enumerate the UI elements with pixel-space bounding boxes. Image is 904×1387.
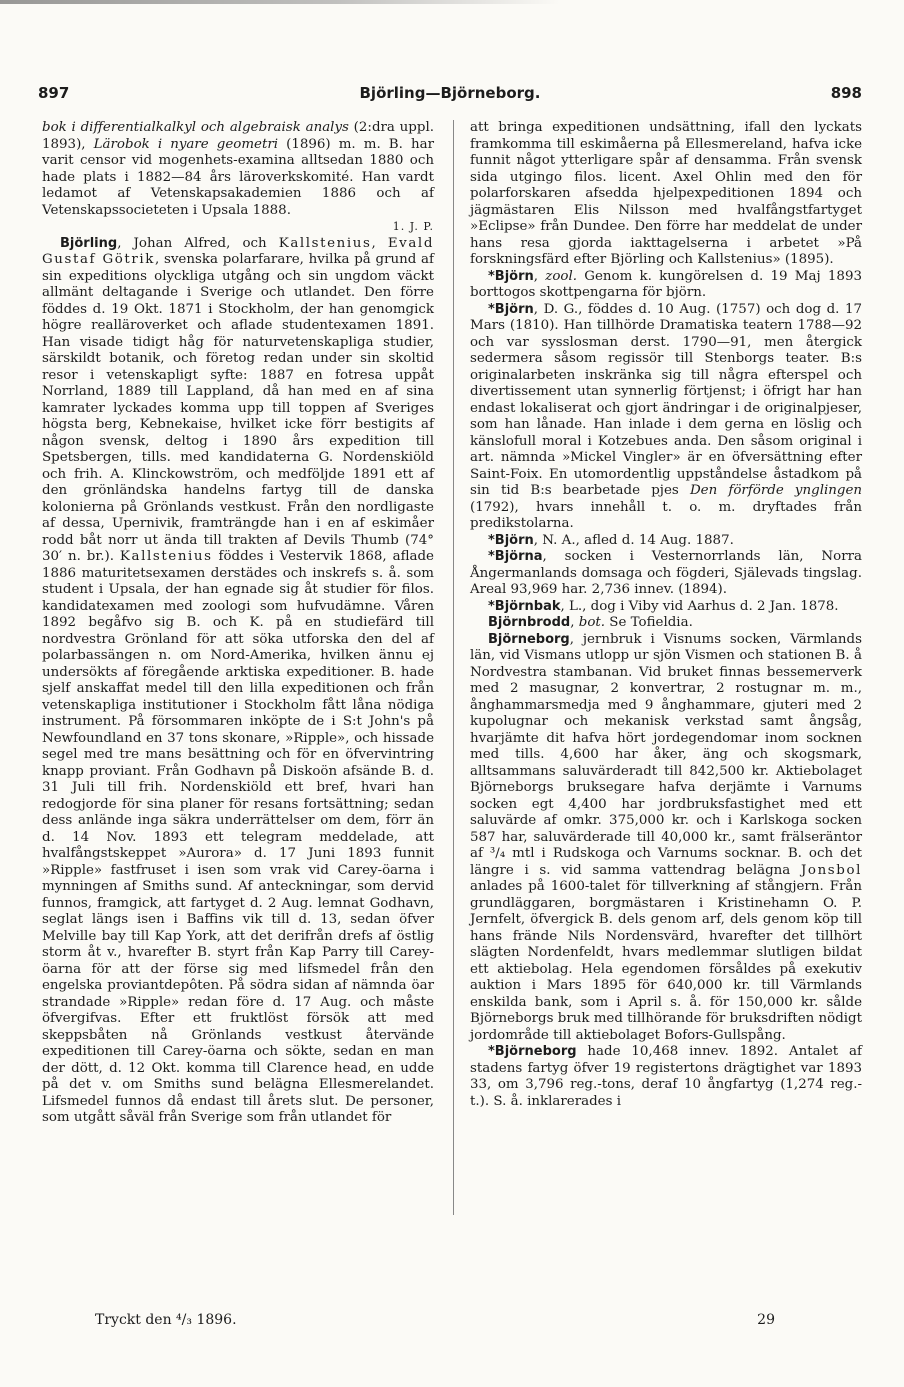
- article-paragraph: [470, 549, 862, 599]
- text-run: Evald Gustaf Götrik: [42, 235, 434, 267]
- entry-headword: Björling: [60, 235, 118, 251]
- left-column: [42, 120, 434, 1127]
- text-run: , L., dog i Viby vid Aarhus d. 2 Jan. 1878.: [560, 598, 839, 614]
- text-run: hade 10,468 innev. 1892. Antalet af stadens fartyg öfver 19 registertons drägtighet var 1893 33, om 3,796 reg.-tons, deraf 10 ångfartyg (1,274 reg.-t.). S. å. inklarerades i: [470, 1044, 862, 1109]
- text-run: Se Tofieldia.: [605, 615, 693, 630]
- entry-headword: Björneborg: [488, 631, 570, 647]
- text-run: Kallstenius: [278, 235, 372, 251]
- article-paragraph: [470, 533, 862, 550]
- text-run: , N. A., afled d. 14 Aug. 1887.: [533, 532, 734, 548]
- text-run: att bringa expeditionen undsättning, ifall den lyckats framkomma till eskimåerna på Ellesmereland, hafva icke funnit något ytterligare spår af densamma. Från svensk sida utgingo filos. licent. Axel Ohlin med den för polarforskaren afsedda hjelpexpeditionen 1894 och jägmästaren Elis Nilsson med hvalfångstfartyget »Eclipse» från Dundee. Den förre har meddelat de under hans resa gjorda iakttagelserna i arbetet »På forskningsfärd efter Björling och Kallstenius» (1895).: [470, 120, 862, 267]
- scan-edge-line: [0, 0, 560, 4]
- article-paragraph: [42, 120, 434, 219]
- text-run: ,: [371, 235, 388, 251]
- page-number-right: 898: [830, 84, 862, 102]
- entry-headword: *Björna: [488, 549, 543, 564]
- entry-headword: *Björn: [488, 268, 534, 284]
- page-number-left: 897: [38, 84, 70, 102]
- text-run: Genom k. kungörelsen d. 19 Maj 1893 borttogos skottpengarna för björn.: [470, 268, 862, 300]
- text-run: , socken i Vesternorrlands län, Norra Ångermanlands domsaga och fögderi, Själevads tingslag. Areal 93,969 har. 2,736 innev. (1894).: [470, 549, 862, 597]
- article-paragraph: [42, 236, 434, 1127]
- author-signature: 1. J. P.: [392, 220, 434, 233]
- running-title: Björling—Björneborg.: [359, 84, 541, 102]
- entry-headword: *Björnbak: [488, 598, 561, 614]
- column-divider: [453, 120, 454, 1215]
- text-run: Den förförde ynglingen: [689, 483, 863, 498]
- article-paragraph: [470, 269, 862, 302]
- text-run: bot.: [578, 615, 606, 630]
- entry-headword: *Björn: [488, 532, 534, 548]
- text-run: Jonsbol: [800, 862, 862, 878]
- text-run: , D. G., föddes d. 10 Aug. (1757) och dog d. 17 Mars (1810). Han tillhörde Dramatiska teatern 1788—92 och var sysslosman derst. 1790—91, men återgick sedermera såsom regissör till Stenborgs teater. B:s originalarbeten inskränka sig till några efterspel och divertissement utan synnerlig förtjenst; i öfrigt har han endast lokaliserat och gjort ändringar i de originalpjeser, som han lånade. Han inlade i dem gerna en löslig och känslofull moral i Kotzebues anda. Den såsom original i art. nämnda »Mickel Vingler» är en öfversättning efter Saint-Foix. En utomordentlig uppståndelse åstadkom på sin tid B:s bearbetade pjes: [470, 301, 862, 498]
- entry-headword: Björnbrodd: [488, 615, 571, 630]
- article-paragraph: [470, 302, 862, 533]
- article-paragraph: [470, 1044, 862, 1110]
- article-paragraph: [470, 120, 862, 269]
- print-date: Tryckt den ⁴/₃ 1896.: [95, 1312, 237, 1328]
- text-run: anlades på 1600-talet för tillverkning af stångjern. Från grundläggaren, borgmästaren i Kristinehamn O. P. Jernfelt, öfvergick B. dels genom arf, dels genom köp till hans frände Nils Nordensvärd, hvarefter det tillhört slägten Nordenfeldt, hvars medlemmar slutligen bildat ett aktiebolag. Hela egendomen försåldes på exekutiv auktion i Mars 1895 för 640,000 kr. till Värmlands enskilda bank, som i April s. å. för 150,000 kr. sålde Björneborgs bruk med tillhörande för bruksdriften nödigt jordområde till aktiebolaget Bofors-Gullspång.: [470, 879, 862, 1043]
- text-run: , svenska polarfarare, hvilka på grund af sin expeditions olyckliga utgång och sin ungdom väckt allmänt deltagande i Sverige och utlandet. Den förre föddes d. 19 Okt. 1871 i Stockholm, der han genomgick högre realläroverket och aflade studentexamen 1891. Han visade tidigt håg för naturvetenskapliga studier, särskildt botanik, och företog redan under sin skoltid resor i vetenskapligt syfte: 1887 en fotresa uppåt Norrland, 1889 till Lappland, då han med en af sina kamrater lyckades komma upp till toppen af Sveriges högsta berg, Kebnekaise, hvilket icke förr bestigits af någon svensk, deltog i 1890 års expedition till Spetsbergen, tills. med kandidaterna G. Nordenskiöld och frih. A. Klinckowström, och medföljde 1891 ett af den grönländska handelns fartyg till de danska kolonierna på Grönlands vestkust. Från den nordligaste af dessa, Upernivik, framträngde han i en af eskimåer rodd båt norr ut ända till trakten af Devils Thumb (74° 30′ n. br.).: [42, 252, 434, 564]
- text-run: Lärobok i nyare geometri: [93, 136, 279, 152]
- right-column: [470, 120, 862, 1110]
- text-run: (1896) m. m. B. har varit censor vid mogenhets-examina alltsedan 1880 och hade plats i 1882—84 års läroverkskomité. Han vardt ledamot af Vetenskapsakademien 1886 och af Vetenskapssocieteten i Upsala 1888.: [42, 136, 434, 218]
- article-paragraph: [470, 615, 862, 632]
- sheet-number: 29: [757, 1312, 775, 1328]
- text-run: ,: [570, 615, 579, 630]
- text-run: bok i differentialkalkyl och algebraisk analys: [42, 120, 349, 135]
- article-paragraph: [470, 632, 862, 1045]
- running-header: [38, 84, 862, 108]
- text-run: , jernbruk i Visnums socken, Värmlands län, vid Vismans utlopp ur sjön Vismen och stationen B. å Nordvestra stambanan. Vid bruket finnas bessemerverk med 2 masugnar, 2 konvertrar, 2 rostugnar m. m., ånghammarsmedja med 9 ånghammare, gjuteri med 2 kupolugnar och mekanisk verkstad samt ångsåg, hvarjämte dit hafva hört jordegendomar inom socknen med tills. 4,600 har åker, äng och skogsmark, alltsammans saluvärderadt till 842,500 kr. Aktiebolaget Björneborgs bruksegare hafva derjämte i Varnums socken egt 4,400 har jordbruksfastighet med ett saluvärde af omkr. 375,000 kr. och i Karlskoga socken 587 har, saluvärderade till 40,000 kr., samt frälseräntor af ³/₄ mtl i Rudskoga och Varnums socknar. B. och det längre i s. vid samma vattendrag belägna: [470, 631, 862, 878]
- entry-headword: *Björneborg: [488, 1044, 577, 1059]
- text-run: , Johan Alfred, och: [117, 235, 279, 251]
- entry-headword: *Björn: [488, 301, 534, 317]
- text-run: (1792), hvars innehåll t. o. m. dryftades från predikstolarna.: [470, 499, 862, 531]
- text-run: ,: [533, 268, 546, 284]
- text-run: Kallstenius: [119, 549, 213, 564]
- article-paragraph: [470, 599, 862, 616]
- text-run: (2:dra uppl. 1893),: [42, 120, 434, 152]
- text-run: zool.: [545, 268, 577, 284]
- text-run: föddes i Vestervik 1868, aflade 1886 maturitetsexamen derstädes och inskrefs s. å. som student i Upsala, der han egnade sig åt studier för filos. kandidatexamen med zoologi som hufvudämne. Våren 1892 begåfvo sig B. och K. på en studiefärd till nordvestra Grönland för att söka utforska den del af polarbassängen n. om Nord-Amerika, hvilken ännu ej undersökts af föregående arktiska expeditioner. B. hade sjelf anskaffat medel till den lilla expeditionen och från vetenskapliga institutioner i Stockholm fått låna nödiga instrument. På försommaren inköpte de i S:t John's på Newfoundland en 37 tons skonare, »Ripple», och hissade segel med tre mans besättning och för en öfvervintring knapp proviant. Från Godhavn på Diskoön afsände B. d. 31 Juli till frih. Nordenskiöld ett bref, hvari han redogjorde för sina planer för resans fortsättning; sedan dess anlände inga säkra underrättelser om dem, förr än d. 14 Nov. 1893 ett telegram meddelade, att hvalfångstskeppet »Aurora» d. 17 Juni 1893 funnit »Ripple» fastfruset i isen som vrak vid Carey-öarna i mynningen af Smiths sund. Af anteckningar, som dervid funnos, framgick, att fartyget d. 2 Aug. lemnat Godhavn, seglat längs isen i Baffins vik till d. 13, sedan öfver Melville bay till Kap York, att det derifrån drefs af östlig storm åt v., hvarefter B. styrt från Kap Parry till Carey-öarna för att der förse sig med lifsmedel från den engelska proviantdepôten. På södra sidan af nämnda öar strandade »Ripple» redan före d. 17 Aug. och måste öfvergifvas. Efter ett fruktlöst försök att med skeppsbåten nå Grönlands vestkust återvände expeditionen till Carey-öarna och sökte, sedan en man der dött, d. 12 Okt. komma till Clarence head, en udde på det v. om Smiths sund belägna Ellesmerelandet. Lifsmedel funnos då endast till årets slut. De personer, som utgått såväl från Sverige som från utlandet för: [42, 549, 434, 1125]
